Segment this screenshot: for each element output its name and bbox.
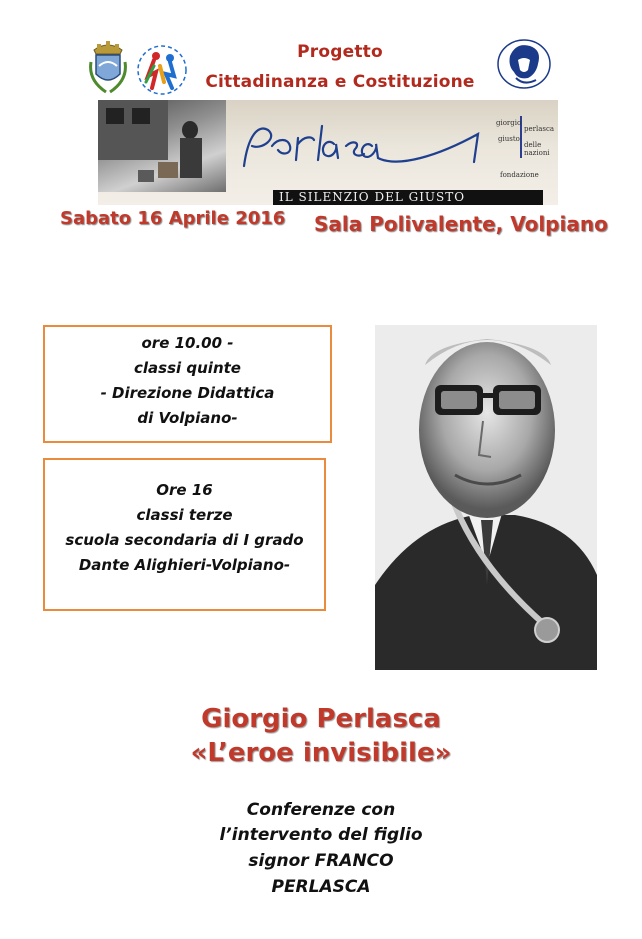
perlasca-banner: [98, 100, 558, 205]
side-label-nazioni: nazioni: [524, 149, 550, 157]
schedule-morning-line1: ore 10.00 -: [141, 334, 234, 352]
side-label-fondazione: fondazione: [500, 171, 539, 179]
giorgio-perlasca-portrait: [375, 325, 597, 670]
schedule-morning-line2: classi quinte: [134, 359, 241, 377]
schedule-afternoon-line4: Dante Alighieri-Volpiano-: [78, 556, 291, 574]
schedule-box-morning: [43, 325, 332, 443]
event-venue: Sala Polivalente, Volpiano: [314, 212, 608, 236]
main-title-line2: «L’eroe invisibile»: [190, 738, 452, 768]
historic-train-photo: [98, 100, 226, 192]
municipal-crest-icon: [88, 36, 128, 96]
event-date: Sabato 16 Aprile 2016: [60, 208, 286, 229]
main-title-line1: Giorgio Perlasca: [201, 704, 441, 734]
side-label-perlasca: perlasca: [524, 125, 555, 133]
schedule-box-afternoon: [43, 458, 326, 611]
fondazione-label: [496, 104, 558, 184]
side-label-delle: delle: [524, 141, 542, 149]
schedule-morning-line4: di Volpiano-: [137, 409, 238, 427]
conference-line1: Conferenze con: [246, 800, 396, 820]
banner-tagline: IL SILENZIO DEL GIUSTO: [273, 190, 543, 205]
side-label-giorgio: giorgio: [496, 119, 522, 127]
schedule-afternoon-line2: classi terze: [136, 506, 233, 524]
side-label-giusto: giusto: [498, 135, 520, 143]
schedule-afternoon-line3: scuola secondaria di I grado: [65, 531, 304, 549]
portrait-sketch-logo-icon: [496, 38, 552, 90]
schedule-afternoon-line1: Ore 16: [156, 481, 213, 499]
conference-line3: signor FRANCO: [248, 851, 394, 871]
schedule-morning-line3: - Direzione Didattica: [100, 384, 275, 402]
conference-line2: l’intervento del figlio: [219, 825, 423, 845]
project-title-line2: Cittadinanza e Costituzione: [205, 72, 475, 92]
conference-line4: PERLASCA: [271, 877, 371, 897]
perlasca-signature: [238, 116, 518, 176]
project-title-line1: Progetto: [297, 42, 383, 62]
